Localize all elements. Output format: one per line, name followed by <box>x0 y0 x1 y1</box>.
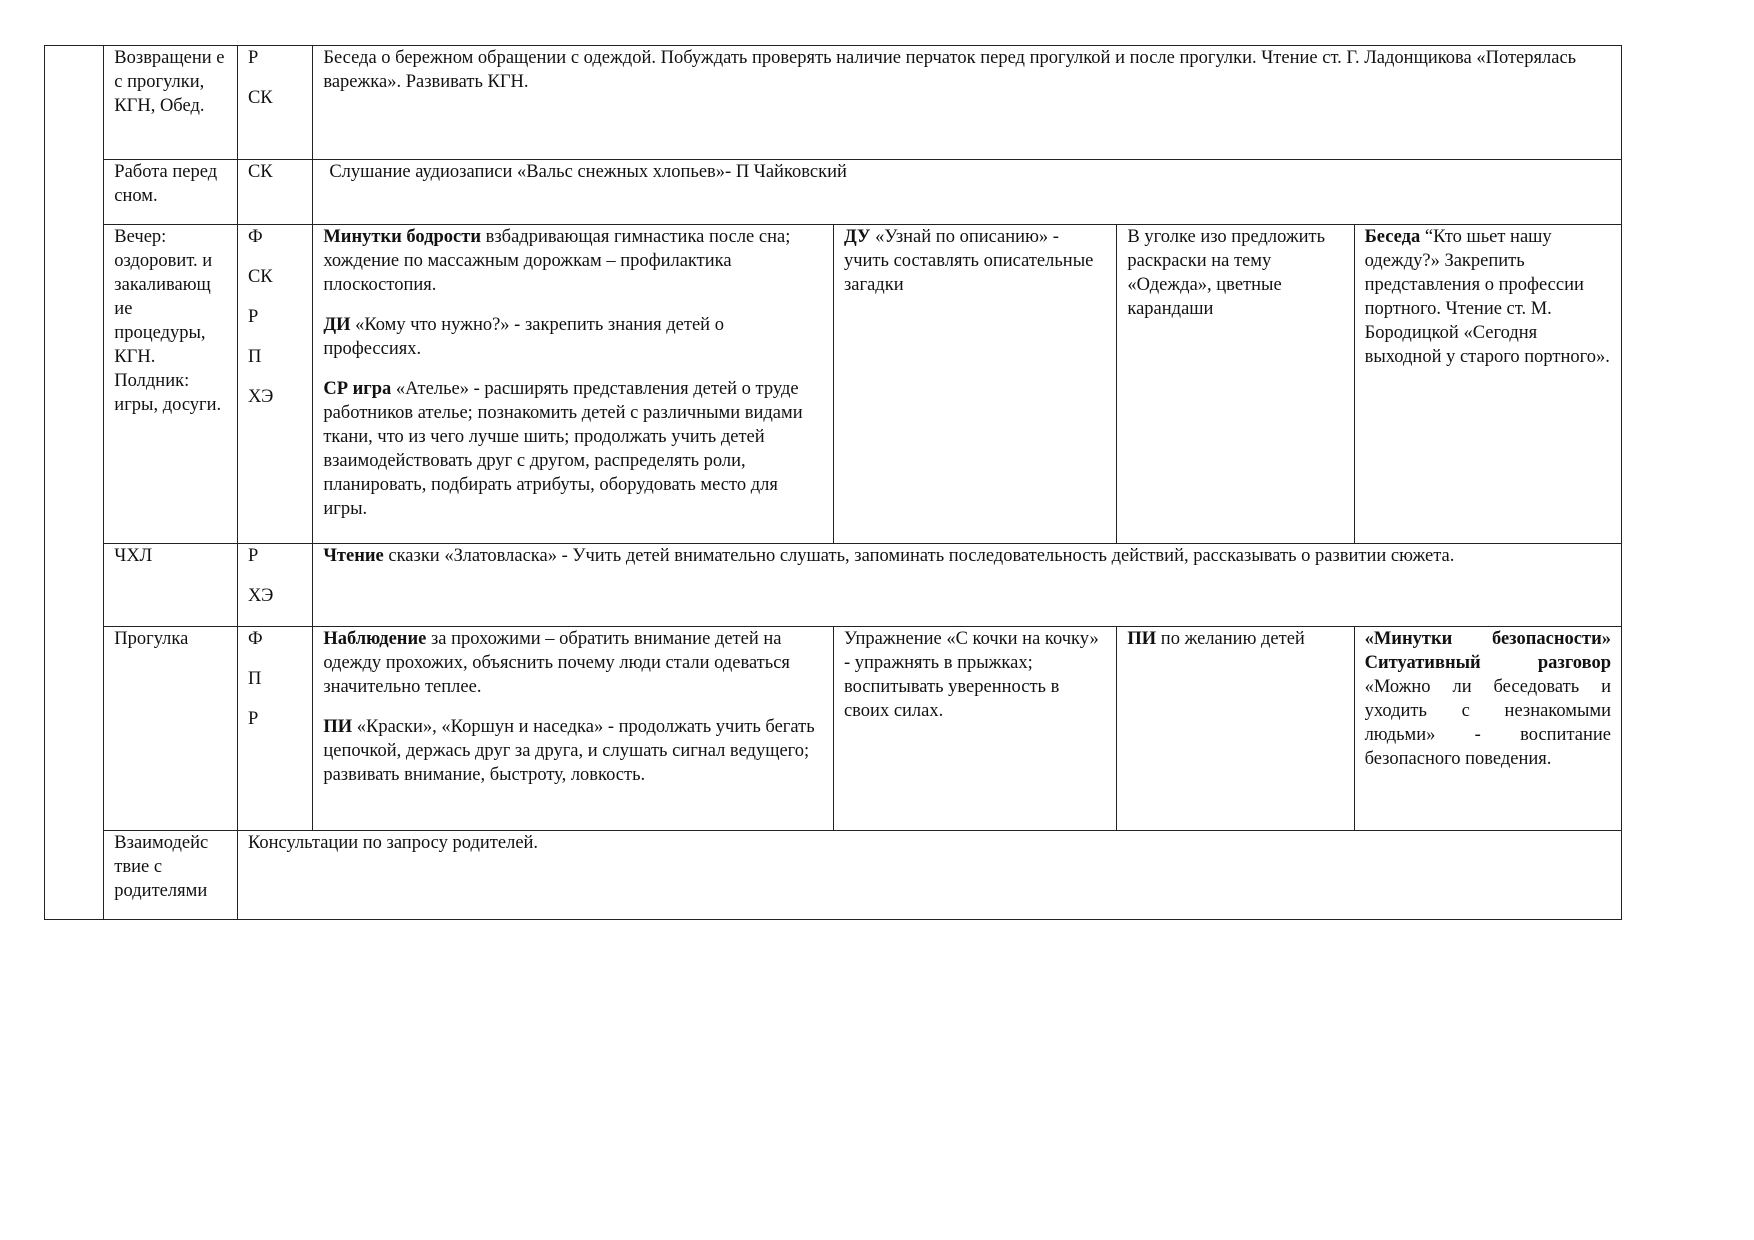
activity-title: Беседа <box>1364 227 1421 247</box>
activity-desc: по желанию детей <box>1156 629 1305 649</box>
area-codes <box>237 46 312 160</box>
activity-desc: «Краски», «Коршун и наседка» - продолжать учить бегать цепочкой, держась друг за друга, и слушать сигнал ведущего; развивать внимание, быстроту, ловкость. <box>323 717 815 785</box>
area-code: Р <box>247 48 259 68</box>
section-label: Вечер: оздоровит. и закаливающ ие процедуры, КГН. Полдник: игры, досуги. <box>104 225 238 544</box>
activity-text <box>313 544 1622 627</box>
activity-paragraph <box>323 715 823 787</box>
area-codes <box>237 627 312 831</box>
activity-desc: «Кому что нужно?» - закрепить знания детей о профессиях. <box>323 315 724 359</box>
activity-cell-other <box>1354 225 1621 544</box>
row-walk <box>45 627 1622 831</box>
activity-cell-individual <box>833 225 1116 544</box>
activity-cell-individual: Упражнение «С кочки на кочку» - упражнять в прыжках; воспитывать уверенность в своих силах. <box>833 627 1116 831</box>
daily-plan-table <box>44 45 1622 920</box>
area-code: Р <box>247 709 259 729</box>
area-code: СК <box>247 88 273 108</box>
activity-desc: «Ателье» - расширять представления детей о труде работников ателье; познакомить детей с различными видами ткани, что из чего лучше шить; продолжать учить детей взаимодействовать друг с другом, распределять роли, планировать, подбирать атрибуты, оборудовать место для игры. <box>323 379 803 519</box>
area-codes <box>237 225 312 544</box>
row-before-sleep <box>45 160 1622 225</box>
activity-desc: за прохожими – обратить внимание детей на одежду прохожих, объяснить почему люди стали одеваться значительно теплее. <box>323 629 790 697</box>
row-parents <box>45 831 1622 920</box>
section-label: Возвращени е с прогулки, КГН, Обед. <box>104 46 238 160</box>
activity-title: ДУ <box>843 227 871 247</box>
activity-desc: взбадривающая гимнастика после сна; хождение по массажным дорожкам – профилактика плоскостопия. <box>323 227 791 295</box>
blank-left-column <box>45 46 104 920</box>
area-code: П <box>247 669 262 689</box>
row-evening <box>45 225 1622 544</box>
activity-desc: «Узнай по описанию» - учить составлять описательные загадки <box>843 227 1094 295</box>
area-code: Р <box>247 307 259 327</box>
area-code: Р <box>247 546 259 566</box>
area-code: ХЭ <box>247 387 274 407</box>
section-label: Работа перед сном. <box>104 160 238 225</box>
activity-title: ПИ <box>323 717 353 737</box>
area-code: П <box>247 347 262 367</box>
activity-desc: «Можно ли беседовать и уходить с незнакомыми людьми» - воспитание безопасного поведения. <box>1364 677 1611 769</box>
section-label: ЧХЛ <box>104 544 238 627</box>
area-codes <box>237 544 312 627</box>
activity-title: СР игра <box>323 379 392 399</box>
row-return <box>45 46 1622 160</box>
activity-text: Консультации по запросу родителей. <box>237 831 1621 920</box>
activity-text: Слушание аудиозаписи «Вальс снежных хлопьев»- П Чайковский <box>313 160 1622 225</box>
activity-text: Беседа о бережном обращении с одеждой. Побуждать проверять наличие перчаток перед прогулкой и после прогулки. Чтение ст. Г. Ладонщикова «Потерялась варежка». Развивать КГН. <box>313 46 1622 160</box>
area-code: СК <box>247 267 273 287</box>
activity-paragraph <box>323 627 823 699</box>
activity-cell-environment <box>1117 627 1354 831</box>
activity-desc: сказки «Златовласка» - Учить детей внимательно слушать, запоминать последовательность действий, рассказывать о развитии сюжета. <box>383 546 1455 566</box>
activity-cell-group <box>313 225 834 544</box>
section-label: Взаимодейс твие с родителями <box>104 831 238 920</box>
activity-title: Чтение <box>323 546 384 566</box>
activity-cell-other <box>1354 627 1621 831</box>
section-label: Прогулка <box>104 627 238 831</box>
area-code: СК <box>247 162 273 182</box>
area-codes <box>237 160 312 225</box>
activity-paragraph <box>323 377 823 521</box>
activity-paragraph <box>323 225 823 297</box>
area-code: Ф <box>247 227 263 247</box>
activity-title: ПИ <box>1127 629 1157 649</box>
activity-title: Наблюдение <box>323 629 427 649</box>
activity-desc: “Кто шьет нашу одежду?» Закрепить представления о профессии портного. Чтение ст. М. Бородицкой «Сегодня выходной у старого портного». <box>1364 227 1610 367</box>
activity-cell-environment: В уголке изо предложить раскраски на тему «Одежда», цветные карандаши <box>1117 225 1354 544</box>
activity-paragraph <box>323 313 823 361</box>
area-code: Ф <box>247 629 263 649</box>
activity-cell-group <box>313 627 834 831</box>
activity-title: «Минутки безопасности» Ситуативный разговор <box>1364 629 1611 673</box>
activity-title: ДИ <box>323 315 351 335</box>
activity-title: Минутки бодрости <box>323 227 481 247</box>
row-reading <box>45 544 1622 627</box>
area-code: ХЭ <box>247 586 274 606</box>
